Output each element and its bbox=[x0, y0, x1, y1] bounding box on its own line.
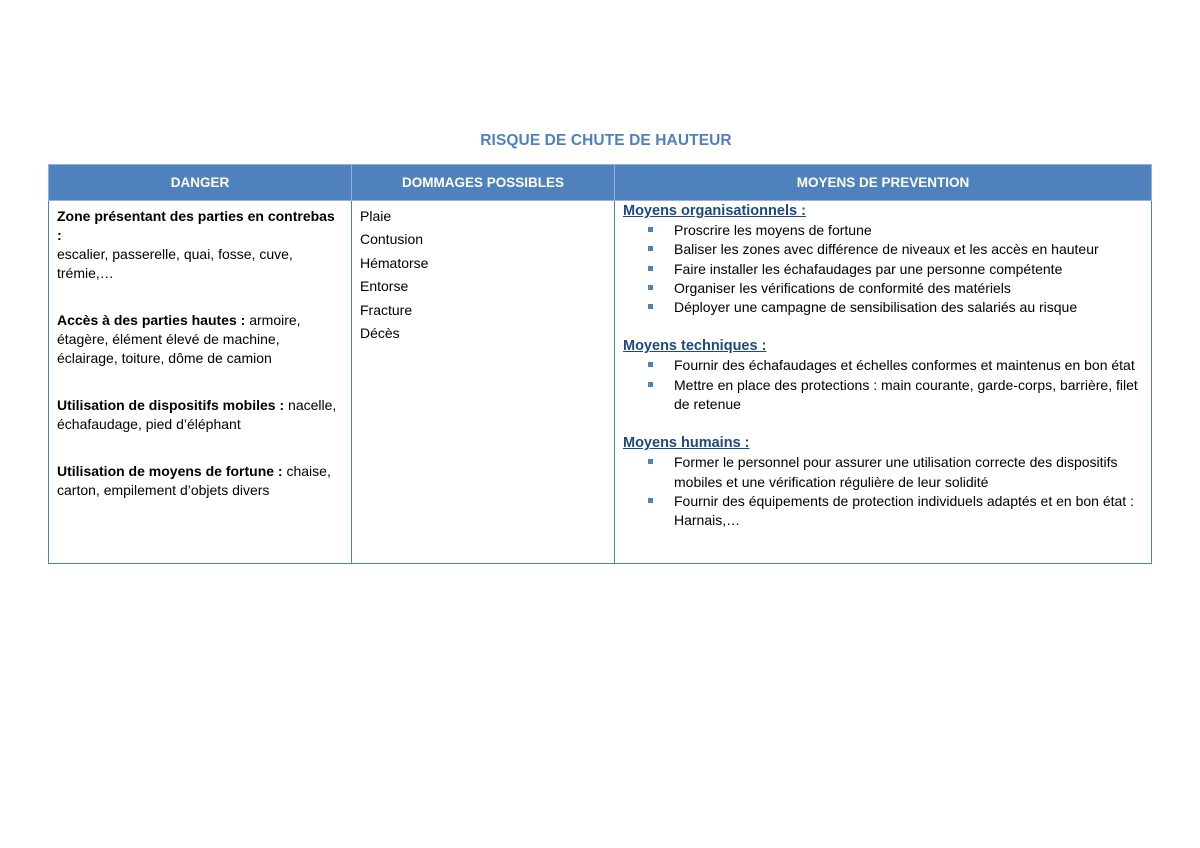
dommage-item: Fracture bbox=[360, 301, 413, 318]
square-bullet-icon bbox=[648, 227, 653, 232]
section-title-humains: Moyens humains : bbox=[623, 435, 750, 452]
danger-item bbox=[57, 207, 343, 283]
list-item: Mettre en place des protections : main courante, garde-corps, barrière, filet de retenue bbox=[623, 376, 1143, 415]
dommage-item: Hématorse bbox=[360, 254, 429, 271]
dommage-item: Contusion bbox=[360, 231, 424, 248]
header-moyens: MOYENS DE PREVENTION bbox=[615, 165, 1152, 201]
moyens-cell bbox=[615, 201, 1152, 564]
list-item: Faire installer les échafaudages par une personne compétente bbox=[623, 260, 1143, 279]
danger-text: armoire, étagère, élément élevé de machine, éclairage, toiture, dôme de camion bbox=[57, 312, 301, 366]
list-item: Fournir des équipements de protection individuels adaptés et en bon état : Harnais,… bbox=[623, 492, 1143, 531]
danger-item bbox=[57, 396, 343, 434]
list-item: Organiser les vérifications de conformité des matériels bbox=[623, 279, 1143, 298]
list-techniques bbox=[623, 356, 1143, 414]
list-item: Former le personnel pour assurer une utilisation correcte des dispositifs mobiles et une vérification régulière de leur solidité bbox=[623, 453, 1143, 492]
square-bullet-icon bbox=[648, 304, 653, 309]
section-title-techniques: Moyens techniques : bbox=[623, 338, 767, 355]
square-bullet-icon bbox=[648, 266, 653, 271]
square-bullet-icon bbox=[648, 362, 653, 367]
square-bullet-icon bbox=[648, 498, 653, 503]
danger-label: Utilisation de dispositifs mobiles : bbox=[57, 397, 285, 413]
danger-text: nacelle, échafaudage, pied d’éléphant bbox=[57, 397, 337, 432]
danger-text: escalier, passerelle, quai, fosse, cuve, trémie,… bbox=[57, 246, 293, 281]
square-bullet-icon bbox=[648, 382, 653, 387]
square-bullet-icon bbox=[648, 246, 653, 251]
page-title: RISQUE DE CHUTE DE HAUTEUR bbox=[480, 132, 732, 149]
danger-label: Zone présentant des parties en contrebas : bbox=[57, 208, 335, 243]
list-item: Déployer une campagne de sensibilisation des salariés au risque bbox=[623, 298, 1143, 317]
header-dommages: DOMMAGES POSSIBLES bbox=[352, 165, 615, 201]
section-title-organisationnels: Moyens organisationnels : bbox=[623, 203, 806, 219]
square-bullet-icon bbox=[648, 459, 653, 464]
list-item: Proscrire les moyens de fortune bbox=[623, 221, 1143, 240]
danger-text: chaise, carton, empilement d’objets divers bbox=[57, 463, 331, 498]
dommage-item: Décès bbox=[360, 325, 400, 342]
dommage-item: Plaie bbox=[360, 208, 392, 224]
danger-label: Accès à des parties hautes : bbox=[57, 312, 246, 328]
list-item: Fournir des échafaudages et échelles conformes et maintenus en bon état bbox=[623, 356, 1143, 375]
table-header-row bbox=[49, 165, 1152, 201]
danger-item bbox=[57, 311, 343, 368]
danger-item bbox=[57, 462, 343, 500]
dommages-cell bbox=[352, 201, 615, 564]
danger-label: Utilisation de moyens de fortune : bbox=[57, 463, 283, 479]
list-organisationnels bbox=[623, 221, 1143, 317]
danger-cell bbox=[49, 201, 352, 564]
square-bullet-icon bbox=[648, 285, 653, 290]
table-row bbox=[49, 201, 1152, 564]
dommage-item: Entorse bbox=[360, 278, 409, 295]
header-danger: DANGER bbox=[49, 165, 352, 201]
list-humains bbox=[623, 453, 1143, 530]
risk-table bbox=[48, 164, 1152, 564]
list-item: Baliser les zones avec différence de niveaux et les accès en hauteur bbox=[623, 240, 1143, 259]
